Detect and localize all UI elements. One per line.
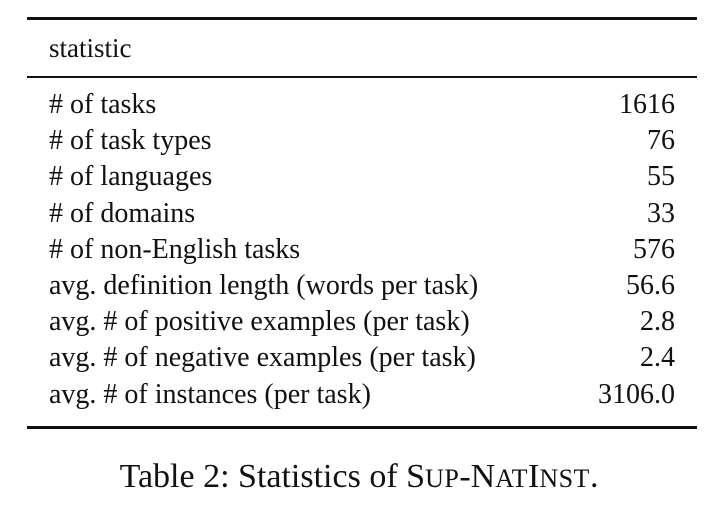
statistics-table xyxy=(27,17,697,429)
table-row xyxy=(27,196,697,232)
row-value: 3106.0 xyxy=(598,378,675,410)
table-row xyxy=(27,304,697,340)
row-value: 76 xyxy=(647,125,675,157)
table-row xyxy=(27,159,697,195)
table-bottom-rule xyxy=(27,426,697,429)
caption-sc-at: AT xyxy=(495,464,528,493)
table-row xyxy=(27,87,697,123)
row-value: 2.8 xyxy=(640,306,675,338)
row-label: # of task types xyxy=(49,125,212,157)
caption-prefix: Table 2: Statistics of xyxy=(119,458,407,495)
row-label: # of domains xyxy=(49,197,196,229)
row-label: # of languages xyxy=(49,161,213,193)
row-label: avg. definition length (words per task) xyxy=(49,270,479,302)
caption-sc-s: S xyxy=(406,458,426,495)
caption-period: . xyxy=(589,458,599,495)
row-label: # of non-English tasks xyxy=(49,233,301,265)
table-row xyxy=(27,377,697,413)
row-label: # of tasks xyxy=(49,89,157,121)
row-label: avg. # of instances (per task) xyxy=(49,378,371,410)
row-value: 576 xyxy=(633,233,675,265)
caption-sc-n: N xyxy=(470,458,496,495)
table-row xyxy=(27,340,697,376)
caption-sc-up: UP xyxy=(425,464,460,493)
table-body xyxy=(27,78,697,426)
row-value: 55 xyxy=(647,161,675,193)
row-label: avg. # of negative examples (per task) xyxy=(49,342,476,374)
table-caption xyxy=(0,458,718,496)
row-value: 56.6 xyxy=(626,270,675,302)
table-row xyxy=(27,232,697,268)
row-value: 1616 xyxy=(619,89,675,121)
column-header-statistic: statistic xyxy=(49,32,132,63)
table-row xyxy=(27,268,697,304)
row-value: 33 xyxy=(647,197,675,229)
caption-dash: - xyxy=(459,458,471,495)
row-value: 2.4 xyxy=(640,342,675,374)
table-header-row xyxy=(27,20,697,76)
row-label: avg. # of positive examples (per task) xyxy=(49,306,470,338)
table-row xyxy=(27,123,697,159)
caption-sc-nst: NST xyxy=(539,464,590,493)
caption-sc-i: I xyxy=(527,458,540,495)
